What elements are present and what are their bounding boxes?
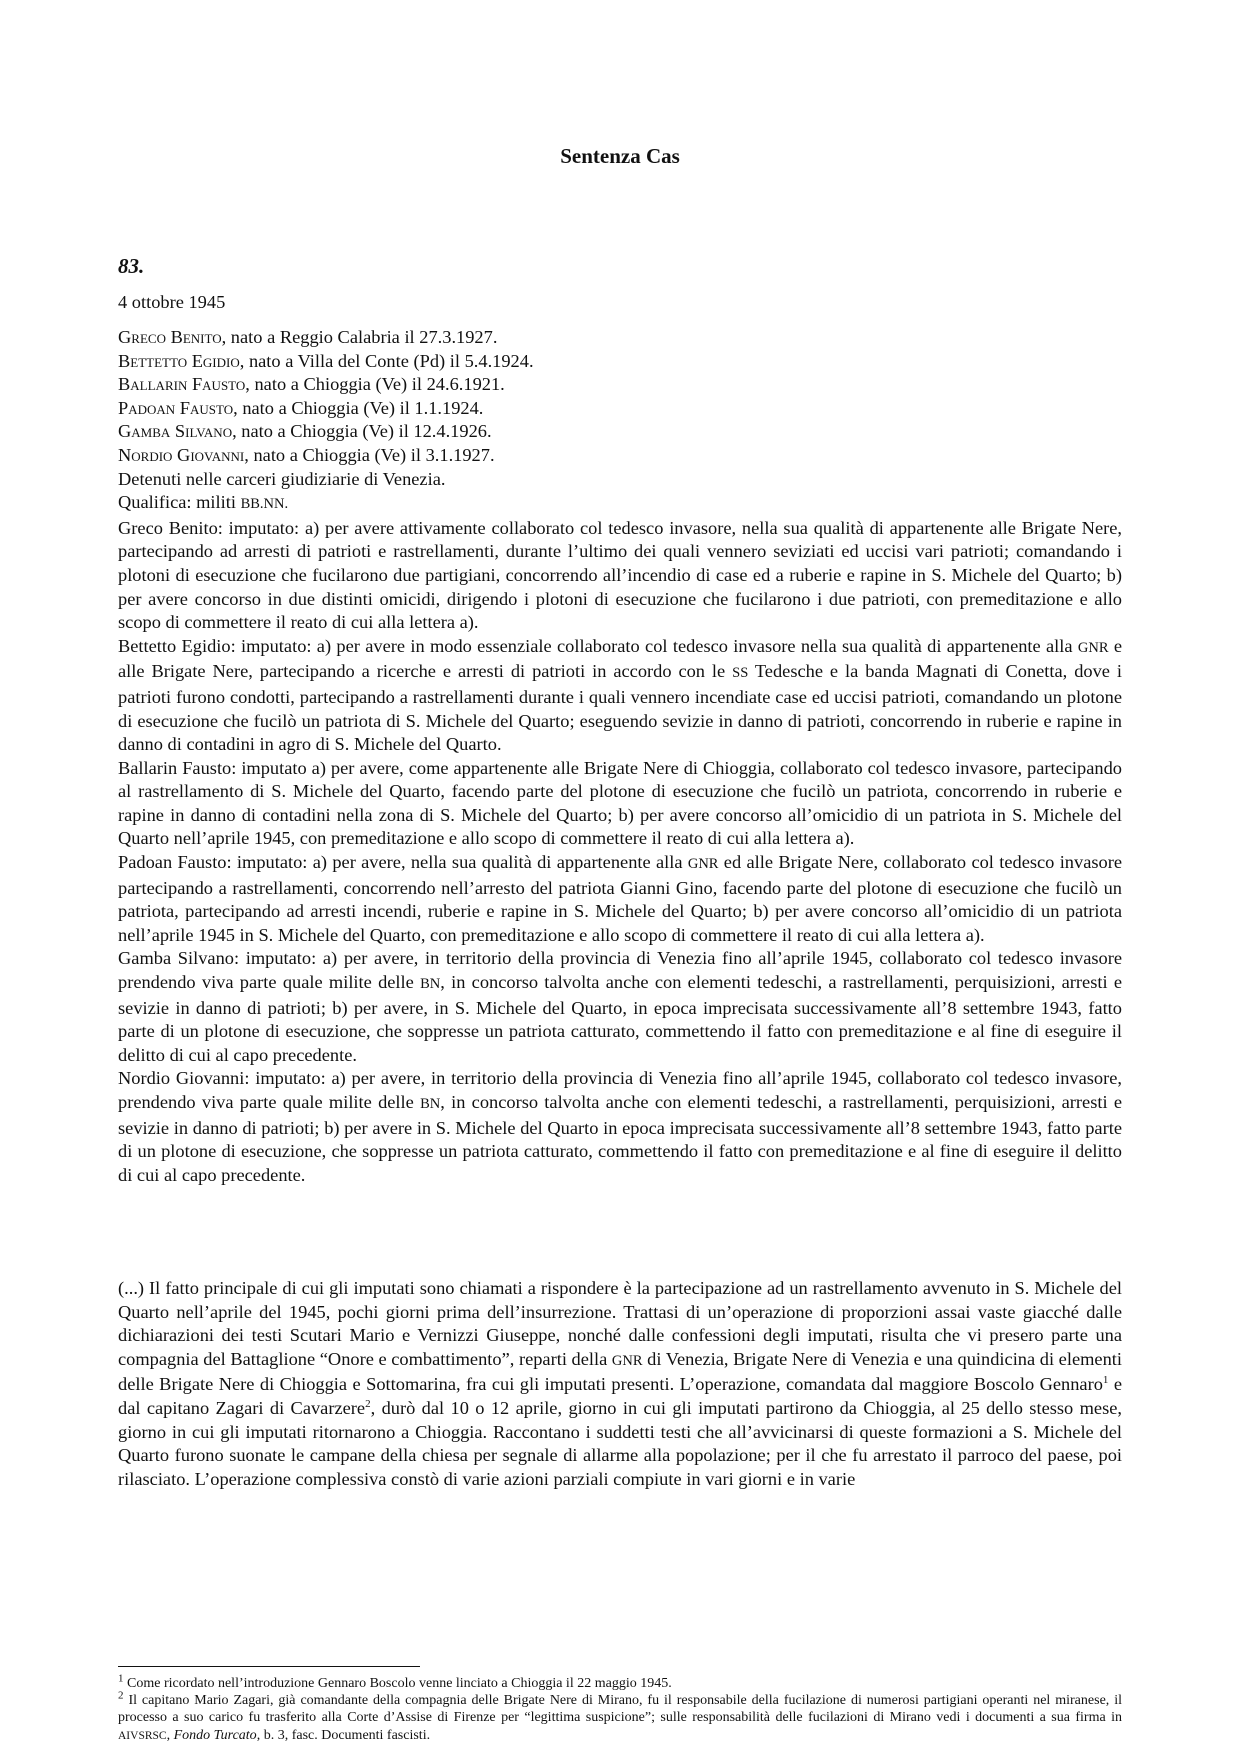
charge-paragraph: Nordio Giovanni: imputato: a) per avere, in territorio della provincia di Venezia fino all’aprile 1945, collaborato col tedesco invasore, prendendo viva parte quale milite delle BN, in concorso talvolta anche con elementi tedeschi, a rastrellamenti, perquisizioni, arresti e sevizie in danno di patrioti; b) per avere in S. Michele del Quarto in epoca imprecisata successivamente all’8 settembre 1943, fatto parte di un plotone di esecuzione, che soppresse un patriota catturato, commettendo il fatto con premeditazione e al fine di eseguire il delitto di cui al capo precedente. <box>118 1068 1122 1185</box>
footnote-ref[interactable]: 1 <box>1102 1374 1109 1387</box>
footnotes <box>118 1672 1122 1745</box>
page-title: Sentenza Cas <box>560 144 680 168</box>
charge-paragraph: Bettetto Egidio: imputato: a) per avere in modo essenziale collaborato col tedesco invasore nella sua qualità di appartenente alla GNR e alle Brigate Nere, partecipando a ricerche e arresti di patrioti in accordo con le SS Tedesche e la banda Magnati di Conetta, dove i patrioti furono condotti, partecipando a rastrellamenti durante i quali vennero incendiate case ed uccisi patrioti, comandando un plotone di esecuzione che fucilò un patriota di S. Michele del Quarto; eseguendo sevizie in danno di patrioti, concorrendo in ruberie e rapine in danno di contadini in agro di S. Michele del Quarto. <box>118 635 1122 755</box>
defendant-line: Bettetto Egidio, nato a Villa del Conte (Pd) il 5.4.1924. <box>118 350 534 371</box>
qualifica-line: Qualifica: militi BB.NN. <box>118 492 289 513</box>
footnote: $^2$ Il capitano Mario Zagari, già comandante della compagnia delle Brigate Nere di Mirano, fu il responsabile della fucilazione di numerosi partigiani operanti nel miranese, il processo a suo carico fu trasferito alla Corte d’Assise di Firenze per “legittima suspicione”; sulle responsabilità delle fucilazioni di Mirano vedi i documenti a sua firma in AIVSRSC, Fondo Turcato, b. 3, fasc. Documenti fascisti. <box>118 1689 1122 1743</box>
footnote-divider <box>118 1666 420 1667</box>
charge-paragraph: Gamba Silvano: imputato: a) per avere, in territorio della provincia di Venezia fino all’aprile 1945, collaborato col tedesco invasore prendendo viva parte quale milite delle BN, in concorso talvolta anche con elementi tedeschi, a rastrellamenti, perquisizioni, arresti e sevizie in danno di patrioti; b) per avere, in S. Michele del Quarto, in epoca imprecisata successivamente all’8 settembre 1943, fatto parte di un plotone di esecuzione, che soppresse un patriota catturato, commettendo il fatto con premeditazione e al fine di eseguire il delitto di cui al capo precedente. <box>118 948 1122 1065</box>
footnote-ref[interactable]: 2 <box>365 1397 371 1410</box>
detention-line: Detenuti nelle carceri giudiziarie di Venezia. <box>118 468 446 489</box>
defendant-line: Greco Benito, nato a Reggio Calabria il 27.3.1927. <box>118 327 498 347</box>
defendant-line: Padoan Fausto, nato a Chioggia (Ve) il 1.1.1924. <box>118 397 484 418</box>
footnote: $^1$ Come ricordato nell’introduzione Gennaro Boscolo venne linciato a Chioggia il 22 maggio 1945. <box>118 1672 672 1691</box>
defendant-line: Gamba Silvano, nato a Chioggia (Ve) il 12.4.1926. <box>118 421 492 442</box>
body-paragraph: (...) Il fatto principale di cui gli imputati sono chiamati a rispondere è la partecipazione ad un rastrellamento avvenuto in S. Michele del Quarto nell’aprile del 1945, pochi giorni prima dell’insurrezione. Trattasi di un’operazione di proporzioni assai vaste giacché dalle dichiarazioni dei testi Scutari Mario e Vernizzi Giuseppe, nonché dalle confessioni degli imputati, risulta che vi presero parte una compagnia del Battaglione “Onore e combattimento”, reparti della GNR di Venezia, Brigate Nere di Venezia e una quindicina di elementi delle Brigate Nere di Chioggia e Sottomarina, fra cui gli imputati presenti. L’operazione, comandata dal maggiore Boscolo Gennaro$^1$ e dal capitano Zagari di Cavarzere$^2$, durò dal 10 o 12 aprile, giorno in cui gli imputati partirono da Chioggia, al 25 dello stesso mese, giorno in cui gli imputati ritornarono a Chioggia. Raccontano i suddetti testi che all’avvicinarsi di queste formazioni a S. Michele del Quarto furono suonate le campane della chiesa per segnale di allarme alla popolazione; per il che fu arrestato il parroco del paese, poi rilasciato. L’operazione complessiva constò di varie azioni parziali compiute in vari giorni e in varie <box>118 1278 1123 1489</box>
document-number: 83. <box>118 254 145 278</box>
defendant-line: Ballarin Fausto, nato a Chioggia (Ve) il 24.6.1921. <box>118 374 505 395</box>
document-date: 4 ottobre 1945 <box>118 292 226 312</box>
defendant-line: Nordio Giovanni, nato a Chioggia (Ve) il 3.1.1927. <box>118 444 495 465</box>
defendants-block <box>118 326 1122 1187</box>
charge-paragraph: Padoan Fausto: imputato: a) per avere, nella sua qualità di appartenente alla GNR ed alle Brigate Nere, collaborato col tedesco invasore partecipando a rastrellamenti, concorrendo nell’arresto del patriota Gianni Gino, facendo parte del plotone di esecuzione che fucilò un patriota, partecipando ad arresti incendi, ruberie e rapine in S. Michele del Quarto; b) per avere concorso all’omicidio di un patriota nell’aprile 1945 in S. Michele del Quarto, con premeditazione e allo scopo di commettere il reato di cui alla lettera a). <box>118 852 1122 945</box>
charge-paragraph: Ballarin Fausto: imputato a) per avere, come appartenente alle Brigate Nere di Chioggia, collaborato col tedesco invasore, partecipando al rastrellamento di S. Michele del Quarto, facendo parte del plotone di esecuzione che fucilò un patriota, concorrendo in ruberie e rapine in danno di contadini nella zona di S. Michele del Quarto; b) per avere concorso all’omicidio di un patriota in S. Michele del Quarto nell’aprile 1945, con premeditazione e allo scopo di commettere il reato di cui alla lettera a). <box>118 757 1122 849</box>
charge-paragraph: Greco Benito: imputato: a) per avere attivamente collaborato col tedesco invasore, nella sua qualità di appartenente alle Brigate Nere, partecipando ad arresti di patrioti e rastrellamenti, durante l’ultimo dei quali vennero seviziati ed uccisi vari patrioti; comandando i plotoni di esecuzione che fucilarono due partigiani, concorrendo all’incendio di case ed a ruberie e rapine in S. Michele del Quarto; b) per avere concorso in due distinti omicidi, dirigendo i plotoni di esecuzione che fucilarono i due patrioti, con premeditazione e allo scopo di commettere il reato di cui alla lettera a). <box>118 517 1122 633</box>
